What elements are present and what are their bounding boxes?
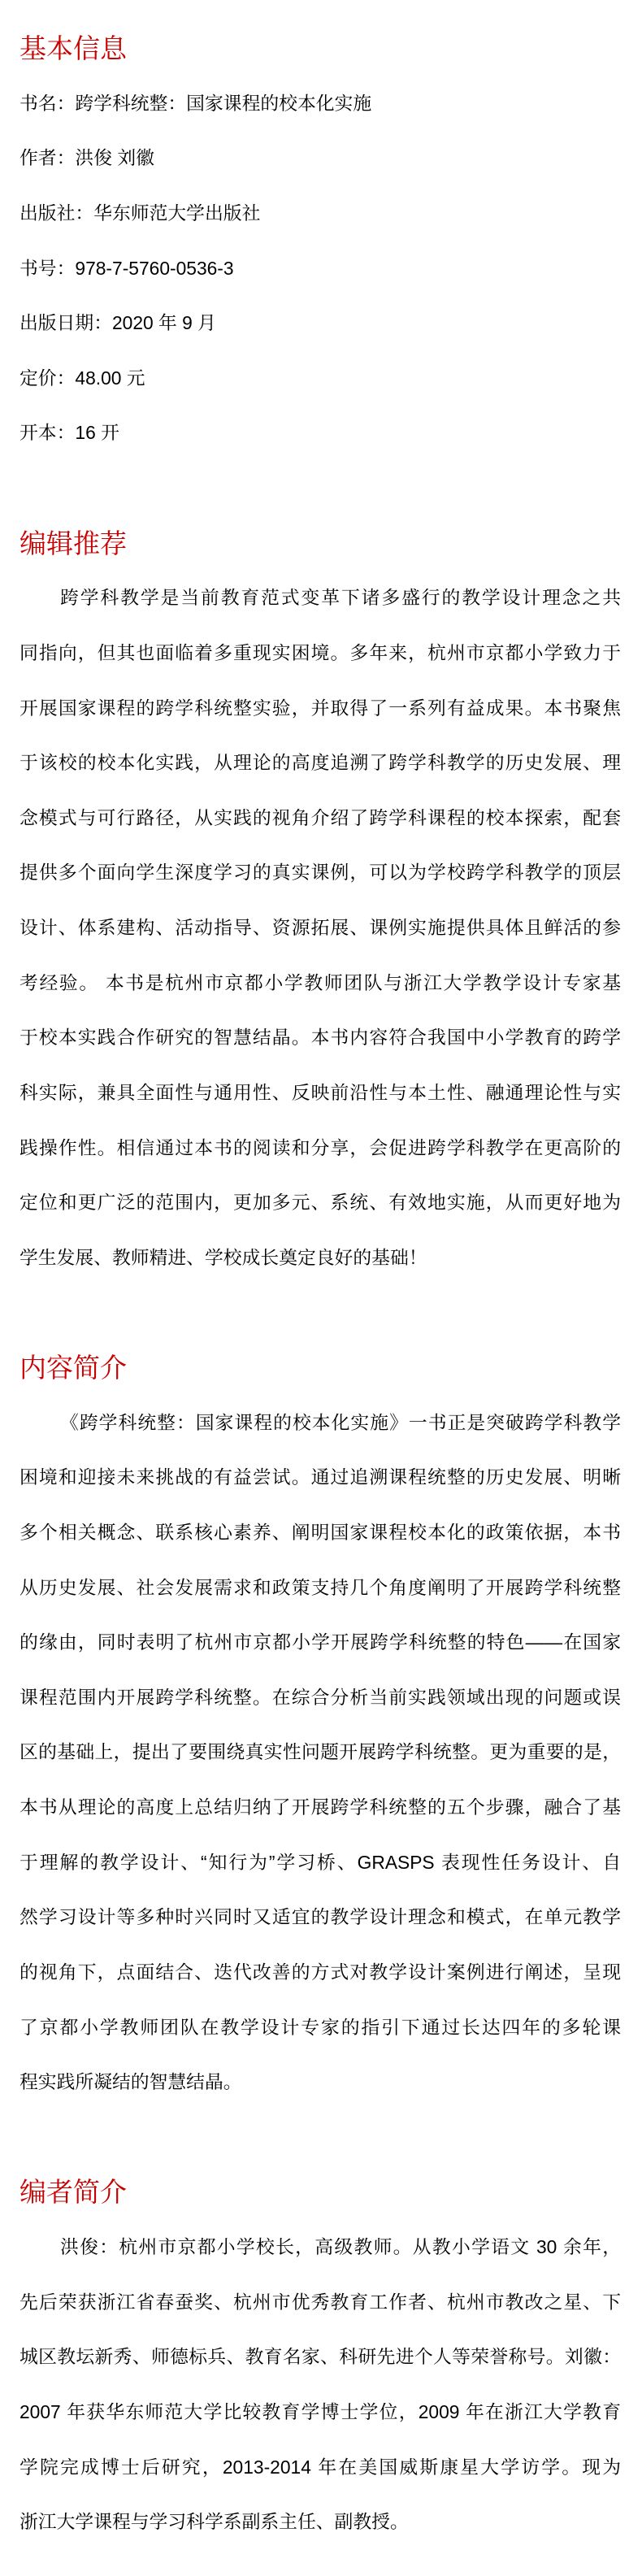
info-row-publisher bbox=[20, 186, 621, 241]
text-line: 区的基础上，提出了要围绕真实性问题开展跨学科统整。更为重要的是， bbox=[20, 1741, 621, 1763]
text-line: 的缘由，同时表明了杭州市京都小学开展跨学科统整的特色——在国家 bbox=[20, 1631, 621, 1653]
text-line: 《跨学科统整：国家课程的校本化实施》一书正是突破跨学科教学 bbox=[60, 1411, 621, 1433]
text-line: 跨学科教学是当前教育范式变革下诸多盛行的教学设计理念之共 bbox=[60, 587, 621, 609]
text-line: 洪俊：杭州市京都小学校长，高级教师。从教小学语文 30 余年， bbox=[60, 2236, 621, 2257]
text-line: 了京都小学教师团队在教学设计专家的指引下通过长达四年的多轮课 bbox=[20, 2016, 621, 2038]
text-line: 程实践所凝结的智慧结晶。 bbox=[20, 2071, 242, 2093]
editor-recommendation-paragraph bbox=[20, 571, 621, 1285]
content-summary-section bbox=[20, 1340, 621, 2110]
info-value: 978-7-5760-0536-3 bbox=[75, 257, 234, 279]
text-line: 城区教坛新秀、师德标兵、教育名家、科研先进个人等荣誉称号。刘徽： bbox=[20, 2346, 621, 2368]
info-label: 书号： bbox=[20, 257, 76, 279]
section-heading-author-intro: 编者简介 bbox=[20, 2177, 127, 2208]
section-heading-basic-info: 基本信息 bbox=[20, 33, 127, 63]
text-line: 2007 年获华东师范大学比较教育学博士学位，2009 年在浙江大学教育 bbox=[20, 2400, 621, 2422]
text-line: 定位和更广泛的范围内，更加多元、系统、有效地实施，从而更好地为 bbox=[20, 1192, 621, 1214]
text-line: 的视角下，点面结合、迭代改善的方式对教学设计案例进行阐述，呈现 bbox=[20, 1961, 621, 1983]
info-value: 跨学科统整：国家课程的校本化实施 bbox=[75, 92, 372, 114]
text-line: 浙江大学课程与学习科学系副系主任、副教授。 bbox=[20, 2511, 409, 2533]
text-line: 于校本实践合作研究的智慧结晶。本书内容符合我国中小学教育的跨学 bbox=[20, 1027, 621, 1049]
info-row-price bbox=[20, 351, 621, 406]
info-label: 定价： bbox=[20, 367, 76, 389]
text-line: 于理解的教学设计、“知行为”学习桥、GRASPS 表现性任务设计、自 bbox=[20, 1851, 621, 1873]
text-line: 同指向，但其也面临着多重现实困境。多年来，杭州市京都小学致力于 bbox=[20, 641, 621, 663]
info-row-book-title bbox=[20, 76, 621, 132]
text-line: 然学习设计等多种时兴同时又适宜的教学设计理念和模式，在单元教学 bbox=[20, 1906, 621, 1928]
text-line: 考经验。 本书是杭州市京都小学教师团队与浙江大学教学设计专家基 bbox=[20, 971, 621, 993]
text-line: 科实际，兼具全面性与通用性、反映前沿性与本土性、融通理论性与实 bbox=[20, 1081, 621, 1103]
content-summary-paragraph bbox=[20, 1396, 621, 2110]
info-value: 洪俊 刘徽 bbox=[75, 147, 154, 169]
info-label: 出版社： bbox=[20, 202, 94, 224]
info-label: 书名： bbox=[20, 92, 76, 114]
info-value: 48.00 元 bbox=[75, 367, 145, 389]
text-line: 多个相关概念、联系核心素养、阐明国家课程校本化的政策依据，本书 bbox=[20, 1521, 621, 1543]
section-heading-content-summary: 内容简介 bbox=[20, 1353, 127, 1383]
info-row-format bbox=[20, 406, 621, 461]
info-value: 16 开 bbox=[75, 422, 119, 444]
editor-recommendation-section bbox=[20, 516, 621, 1286]
text-line: 本书从理论的高度上总结归纳了开展跨学科统整的五个步骤，融合了基 bbox=[20, 1796, 621, 1818]
info-label: 开本： bbox=[20, 422, 76, 444]
info-label: 作者： bbox=[20, 147, 76, 169]
info-row-author bbox=[20, 131, 621, 186]
text-line: 课程范围内开展跨学科统整。在综合分析当前实践领域出现的问题或误 bbox=[20, 1686, 621, 1708]
text-line: 学生发展、教师精进、学校成长奠定良好的基础！ bbox=[20, 1246, 427, 1268]
text-line: 学院完成博士后研究，2013-2014 年在美国威斯康星大学访学。现为 bbox=[20, 2456, 621, 2478]
text-line: 从历史发展、社会发展需求和政策支持几个角度阐明了开展跨学科统整 bbox=[20, 1576, 621, 1598]
info-row-isbn bbox=[20, 241, 621, 297]
author-intro-section bbox=[20, 2165, 621, 2549]
basic-info-section bbox=[20, 21, 621, 461]
text-line: 提供多个面向学生深度学习的真实课例，可以为学校跨学科教学的顶层 bbox=[20, 862, 621, 884]
text-line: 开展国家课程的跨学科统整实验，并取得了一系列有益成果。本书聚焦 bbox=[20, 697, 621, 719]
info-label: 出版日期： bbox=[20, 312, 112, 334]
text-line: 先后荣获浙江省春蚕奖、杭州市优秀教育工作者、杭州市教改之星、下 bbox=[20, 2291, 621, 2313]
info-row-publish-date bbox=[20, 296, 621, 351]
text-line: 念模式与可行路径，从实践的视角介绍了跨学科课程的校本探索，配套 bbox=[20, 806, 621, 828]
text-line: 践操作性。相信通过本书的阅读和分享，会促进跨学科教学在更高阶的 bbox=[20, 1136, 621, 1158]
text-line: 于该校的校本化实践，从理论的高度追溯了跨学科教学的历史发展、理 bbox=[20, 752, 621, 774]
text-line: 设计、体系建构、活动指导、资源拓展、课例实施提供具体且鲜活的参 bbox=[20, 917, 621, 938]
author-intro-paragraph bbox=[20, 2220, 621, 2550]
text-line: 困境和迎接未来挑战的有益尝试。通过追溯课程统整的历史发展、明晰 bbox=[20, 1466, 621, 1488]
info-value: 华东师范大学出版社 bbox=[93, 202, 261, 224]
info-value: 2020 年 9 月 bbox=[111, 312, 216, 334]
section-heading-editor-recommendation: 编辑推荐 bbox=[20, 528, 127, 558]
